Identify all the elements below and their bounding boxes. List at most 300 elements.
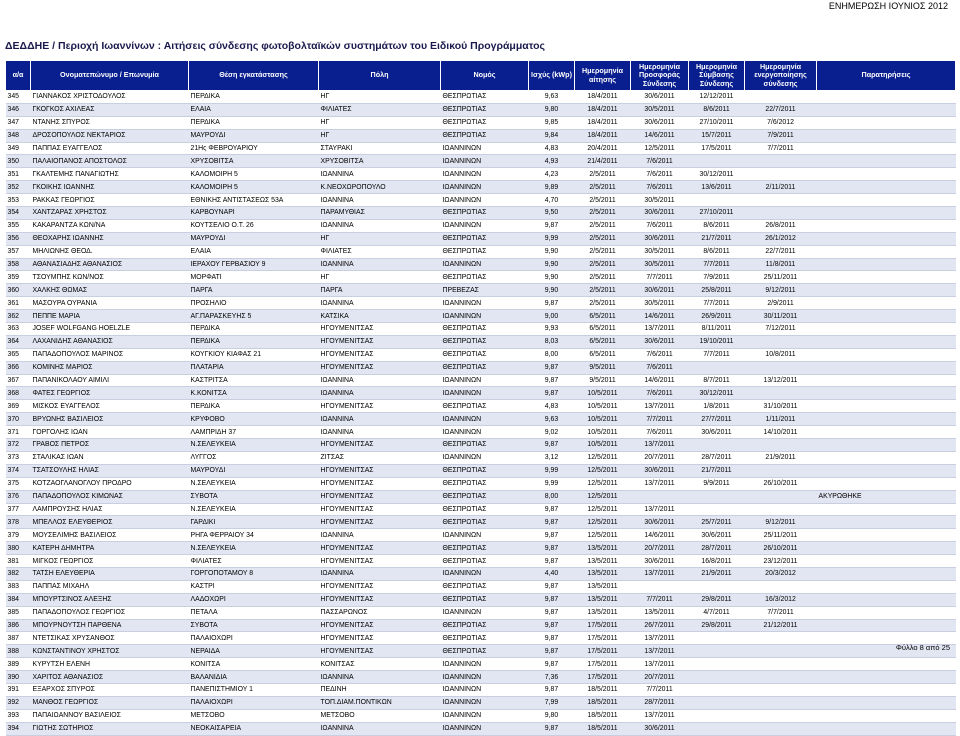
applicant-name-cell: ΓΚΟΙΚΗΣ ΙΩΑΝΝΗΣ (31, 181, 189, 194)
activation-date-cell (745, 580, 817, 593)
table-row (6, 129, 956, 142)
city-cell: ΗΓΟΥΜΕΝΙΤΣΑΣ (319, 348, 441, 361)
row-number-cell: 391 (6, 683, 31, 696)
prefecture-cell: ΙΩΑΝΝΙΝΩΝ (441, 696, 529, 709)
prefecture-cell: ΘΕΣΠΡΩΤΙΑΣ (441, 490, 529, 503)
activation-date-cell (745, 155, 817, 168)
table-row (6, 374, 956, 387)
row-number-cell: 354 (6, 207, 31, 220)
activation-date-cell: 30/11/2011 (745, 310, 817, 323)
row-number-cell: 386 (6, 619, 31, 632)
power-kwp-cell: 9,87 (529, 387, 575, 400)
application-date-cell: 9/5/2011 (575, 361, 631, 374)
installation-location-cell: ΓΑΡΔΙΚΙ (189, 516, 319, 529)
city-cell: ΙΩΑΝΝΙΝΑ (319, 374, 441, 387)
applicant-name-cell: ΠΑΠΠΑΣ ΕΥΑΓΓΕΛΟΣ (31, 142, 189, 155)
offer-date-cell: 28/7/2011 (631, 696, 689, 709)
contract-date-cell: 28/7/2011 (689, 451, 745, 464)
applicant-name-cell: ΝΤΑΝΗΣ ΣΠΥΡΟΣ (31, 116, 189, 129)
contract-date-cell: 25/7/2011 (689, 516, 745, 529)
table-row (6, 232, 956, 245)
city-cell: ΗΓΟΥΜΕΝΙΤΣΑΣ (319, 619, 441, 632)
activation-date-cell (745, 439, 817, 452)
installation-location-cell: ΚΟΝΙΤΣΑ (189, 658, 319, 671)
remarks-cell (817, 503, 956, 516)
city-cell: ΗΓΟΥΜΕΝΙΤΣΑΣ (319, 645, 441, 658)
offer-date-cell: 14/6/2011 (631, 529, 689, 542)
application-date-cell: 17/5/2011 (575, 671, 631, 684)
contract-date-cell: 16/8/2011 (689, 555, 745, 568)
contract-date-cell: 1/8/2011 (689, 400, 745, 413)
installation-location-cell: ΠΕΤΑΛΑ (189, 606, 319, 619)
table-row (6, 542, 956, 555)
applicant-name-cell: ΜΙΓΚΟΣ ΓΕΩΡΓΙΟΣ (31, 555, 189, 568)
offer-date-cell: 13/7/2011 (631, 477, 689, 490)
activation-date-cell: 25/11/2011 (745, 529, 817, 542)
power-kwp-cell: 9,80 (529, 103, 575, 116)
offer-date-cell: 30/6/2011 (631, 232, 689, 245)
installation-location-cell: ΜΑΥΡΟΥΔΙ (189, 464, 319, 477)
table-row (6, 516, 956, 529)
activation-date-cell (745, 503, 817, 516)
power-kwp-cell: 9,50 (529, 207, 575, 220)
offer-date-cell: 30/5/2011 (631, 258, 689, 271)
applicant-name-cell: ΜΠΟΥΡΤΣΙΝΟΣ ΑΛΕΞΗΣ (31, 593, 189, 606)
installation-location-cell: ΠΕΡΔΙΚΑ (189, 335, 319, 348)
table-row (6, 116, 956, 129)
table-row (6, 323, 956, 336)
power-kwp-cell: 9,87 (529, 619, 575, 632)
city-cell: ΗΓΟΥΜΕΝΙΤΣΑΣ (319, 490, 441, 503)
prefecture-cell: ΘΕΣΠΡΩΤΙΑΣ (441, 619, 529, 632)
city-cell: ΙΩΑΝΝΙΝΑ (319, 219, 441, 232)
application-date-cell: 2/5/2011 (575, 258, 631, 271)
remarks-cell (817, 348, 956, 361)
applicant-name-cell: ΠΑΛΑΙΟΠΑΝΟΣ ΑΠΟΣΤΟΛΟΣ (31, 155, 189, 168)
prefecture-cell: ΙΩΑΝΝΙΝΩΝ (441, 194, 529, 207)
prefecture-cell: ΘΕΣΠΡΩΤΙΑΣ (441, 335, 529, 348)
power-kwp-cell: 9,84 (529, 129, 575, 142)
row-number-cell: 389 (6, 658, 31, 671)
installation-location-cell: ΚΡΥΦΟΒΟ (189, 413, 319, 426)
installation-location-cell: ΝΕΟΚΑΙΣΑΡΕΙΑ (189, 722, 319, 735)
table-row (6, 619, 956, 632)
contract-date-cell: 21/7/2011 (689, 232, 745, 245)
page-title: ΔΕΔΔΗΕ / Περιοχή Ιωαννίνων : Αιτήσεις σύνδεσης φωτοβολταϊκών συστημάτων του Ειδικού Προγράμματος (5, 40, 545, 52)
power-kwp-cell: 9,87 (529, 580, 575, 593)
power-kwp-cell: 9,99 (529, 232, 575, 245)
application-date-cell: 21/4/2011 (575, 155, 631, 168)
row-number-cell: 361 (6, 297, 31, 310)
remarks-cell (817, 477, 956, 490)
power-kwp-cell: 9,90 (529, 271, 575, 284)
prefecture-cell: ΘΕΣΠΡΩΤΙΑΣ (441, 129, 529, 142)
city-cell: ΗΓΟΥΜΕΝΙΤΣΑΣ (319, 464, 441, 477)
offer-date-cell: 13/5/2011 (631, 606, 689, 619)
table-row (6, 103, 956, 116)
offer-date-cell: 13/7/2011 (631, 645, 689, 658)
row-number-cell: 388 (6, 645, 31, 658)
city-cell: ΙΩΑΝΝΙΝΑ (319, 258, 441, 271)
table-row (6, 477, 956, 490)
applicant-name-cell: ΧΑΛΚΗΣ ΘΩΜΑΣ (31, 284, 189, 297)
prefecture-cell: ΙΩΑΝΝΙΝΩΝ (441, 219, 529, 232)
prefecture-cell: ΙΩΑΝΝΙΝΩΝ (441, 722, 529, 735)
application-date-cell: 18/5/2011 (575, 696, 631, 709)
applicant-name-cell: ΚΥΡΥΤΣΗ ΕΛΕΝΗ (31, 658, 189, 671)
power-kwp-cell: 4,23 (529, 168, 575, 181)
installation-location-cell: ΠΕΡΔΙΚΑ (189, 400, 319, 413)
installation-location-cell: ΠΕΡΔΙΚΑ (189, 116, 319, 129)
power-kwp-cell: 8,03 (529, 335, 575, 348)
col-header-name: Ονοματεπώνυμο / Επωνυμία (31, 61, 189, 91)
installation-location-cell: ΠΛΑΤΑΡΙΑ (189, 361, 319, 374)
row-number-cell: 375 (6, 477, 31, 490)
remarks-cell (817, 593, 956, 606)
installation-location-cell: Ν.ΣΕΛΕΥΚΕΙΑ (189, 477, 319, 490)
applicant-name-cell: ΠΑΠΠΑΣ ΜΙΧΑΗΛ (31, 580, 189, 593)
table-row (6, 335, 956, 348)
row-number-cell: 374 (6, 464, 31, 477)
installation-location-cell: ΣΥΒΟΤΑ (189, 619, 319, 632)
application-date-cell: 18/4/2011 (575, 116, 631, 129)
application-date-cell: 2/5/2011 (575, 219, 631, 232)
applicant-name-cell: ΤΣΑΤΣΟΥΛΗΣ ΗΛΙΑΣ (31, 464, 189, 477)
city-cell: ΗΓΟΥΜΕΝΙΤΣΑΣ (319, 580, 441, 593)
city-cell: ΤΟΠ.ΔΙΑΜ.ΠΟΝΤΙΚΩΝ (319, 696, 441, 709)
power-kwp-cell: 9,87 (529, 645, 575, 658)
remarks-cell (817, 529, 956, 542)
city-cell: ΠΕΔΙΝΗ (319, 683, 441, 696)
applicant-name-cell: ΠΑΠΑΔΟΠΟΥΛΟΣ ΜΑΡΙΝΟΣ (31, 348, 189, 361)
power-kwp-cell: 4,93 (529, 155, 575, 168)
table-row (6, 245, 956, 258)
remarks-cell (817, 181, 956, 194)
table-row (6, 490, 956, 503)
remarks-cell (817, 567, 956, 580)
col-header-aa: α/α (6, 61, 31, 91)
application-date-cell: 2/5/2011 (575, 284, 631, 297)
applicant-name-cell: ΠΑΠΑΙΩΑΝΝΟΥ ΒΑΣΙΛΕΙΟΣ (31, 709, 189, 722)
remarks-cell (817, 709, 956, 722)
application-date-cell: 18/4/2011 (575, 91, 631, 104)
contract-date-cell: 17/5/2011 (689, 142, 745, 155)
installation-location-cell: ΠΑΡΓΑ (189, 284, 319, 297)
remarks-cell (817, 335, 956, 348)
power-kwp-cell: 4,83 (529, 142, 575, 155)
offer-date-cell: 14/6/2011 (631, 129, 689, 142)
installation-location-cell: ΜΑΥΡΟΥΔΙ (189, 129, 319, 142)
power-kwp-cell: 9,99 (529, 477, 575, 490)
offer-date-cell: 7/7/2011 (631, 271, 689, 284)
remarks-cell (817, 310, 956, 323)
application-date-cell: 2/5/2011 (575, 232, 631, 245)
table-row (6, 580, 956, 593)
applicant-name-cell: ΔΡΟΣΟΠΟΥΛΟΣ ΝΕΚΤΑΡΙΟΣ (31, 129, 189, 142)
activation-date-cell (745, 335, 817, 348)
prefecture-cell: ΘΕΣΠΡΩΤΙΑΣ (441, 245, 529, 258)
city-cell: ΙΩΑΝΝΙΝΑ (319, 529, 441, 542)
contract-date-cell: 27/10/2011 (689, 116, 745, 129)
activation-date-cell: 23/12/2011 (745, 555, 817, 568)
remarks-cell (817, 426, 956, 439)
remarks-cell (817, 116, 956, 129)
installation-location-cell: ΓΟΡΓΟΠΟΤΑΜΟΥ 8 (189, 567, 319, 580)
application-date-cell: 13/5/2011 (575, 606, 631, 619)
power-kwp-cell: 9,99 (529, 464, 575, 477)
activation-date-cell: 1/11/2011 (745, 413, 817, 426)
remarks-cell (817, 464, 956, 477)
city-cell: ΗΓΟΥΜΕΝΙΤΣΑΣ (319, 439, 441, 452)
table-row (6, 645, 956, 658)
application-date-cell: 12/5/2011 (575, 490, 631, 503)
row-number-cell: 366 (6, 361, 31, 374)
power-kwp-cell: 7,99 (529, 696, 575, 709)
table-row (6, 142, 956, 155)
activation-date-cell (745, 464, 817, 477)
table-row (6, 464, 956, 477)
activation-date-cell: 7/9/2011 (745, 129, 817, 142)
city-cell: ΗΓ (319, 232, 441, 245)
contract-date-cell: 9/9/2011 (689, 477, 745, 490)
table-row (6, 219, 956, 232)
contract-date-cell: 8/11/2011 (689, 323, 745, 336)
prefecture-cell: ΘΕΣΠΡΩΤΙΑΣ (441, 516, 529, 529)
installation-location-cell: ΕΘΝΙΚΗΣ ΑΝΤΙΣΤΑΣΕΩΣ 53Α (189, 194, 319, 207)
applicant-name-cell: ΚΑΚΑΡΑΝΤΖΑ ΚΩΝ/ΝΑ (31, 219, 189, 232)
power-kwp-cell: 9,87 (529, 361, 575, 374)
activation-date-cell (745, 361, 817, 374)
table-header-row (6, 61, 956, 91)
city-cell: ΙΩΑΝΝΙΝΑ (319, 413, 441, 426)
power-kwp-cell: 9,87 (529, 606, 575, 619)
applicant-name-cell: ΝΤΕΤΣΙΚΑΣ ΧΡΥΣΑΝΘΟΣ (31, 632, 189, 645)
row-number-cell: 350 (6, 155, 31, 168)
contract-date-cell (689, 709, 745, 722)
applicant-name-cell: ΚΩΝΣΤΑΝΤΙΝΟΥ ΧΡΗΣΤΟΣ (31, 645, 189, 658)
activation-date-cell: 26/1/2012 (745, 232, 817, 245)
application-date-cell: 12/5/2011 (575, 477, 631, 490)
power-kwp-cell: 8,00 (529, 490, 575, 503)
offer-date-cell: 30/6/2011 (631, 722, 689, 735)
contract-date-cell: 8/7/2011 (689, 374, 745, 387)
prefecture-cell: ΘΕΣΠΡΩΤΙΑΣ (441, 116, 529, 129)
table-row (6, 555, 956, 568)
contract-date-cell (689, 580, 745, 593)
remarks-cell (817, 696, 956, 709)
activation-date-cell (745, 91, 817, 104)
prefecture-cell: ΙΩΑΝΝΙΝΩΝ (441, 168, 529, 181)
row-number-cell: 358 (6, 258, 31, 271)
application-date-cell: 17/5/2011 (575, 658, 631, 671)
application-date-cell: 2/5/2011 (575, 207, 631, 220)
applicant-name-cell: ΜΑΝΘΟΣ ΓΕΩΡΓΙΟΣ (31, 696, 189, 709)
city-cell: ΖΙΤΣΑΣ (319, 451, 441, 464)
offer-date-cell: 7/6/2011 (631, 426, 689, 439)
activation-date-cell: 21/9/2011 (745, 451, 817, 464)
offer-date-cell: 30/5/2011 (631, 245, 689, 258)
power-kwp-cell: 9,87 (529, 683, 575, 696)
city-cell: ΗΓΟΥΜΕΝΙΤΣΑΣ (319, 335, 441, 348)
contract-date-cell (689, 439, 745, 452)
contract-date-cell: 29/8/2011 (689, 593, 745, 606)
row-number-cell: 367 (6, 374, 31, 387)
remarks-cell (817, 400, 956, 413)
applicant-name-cell: ΓΙΑΝΝΑΚΟΣ ΧΡΙΣΤΟΔΟΥΛΟΣ (31, 91, 189, 104)
power-kwp-cell: 9,02 (529, 426, 575, 439)
power-kwp-cell: 4,40 (529, 567, 575, 580)
prefecture-cell: ΘΕΣΠΡΩΤΙΑΣ (441, 439, 529, 452)
installation-location-cell: ΚΟΥΤΣΕΛΙΟ Ο.Τ. 26 (189, 219, 319, 232)
prefecture-cell: ΙΩΑΝΝΙΝΩΝ (441, 606, 529, 619)
row-number-cell: 387 (6, 632, 31, 645)
table-row (6, 387, 956, 400)
power-kwp-cell: 9,87 (529, 297, 575, 310)
prefecture-cell: ΘΕΣΠΡΩΤΙΑΣ (441, 477, 529, 490)
application-date-cell: 2/5/2011 (575, 271, 631, 284)
power-kwp-cell: 9,87 (529, 722, 575, 735)
city-cell: ΗΓΟΥΜΕΝΙΤΣΑΣ (319, 503, 441, 516)
offer-date-cell: 7/6/2011 (631, 219, 689, 232)
application-date-cell: 9/5/2011 (575, 374, 631, 387)
update-date: ΕΝΗΜΕΡΩΣΗ ΙΟΥΝΙΟΣ 2012 (828, 1, 948, 11)
application-date-cell: 18/4/2011 (575, 129, 631, 142)
contract-date-cell: 27/7/2011 (689, 413, 745, 426)
remarks-cell (817, 297, 956, 310)
contract-date-cell (689, 503, 745, 516)
application-date-cell: 18/5/2011 (575, 722, 631, 735)
activation-date-cell: 25/11/2011 (745, 271, 817, 284)
applicant-name-cell: ΠΕΠΠΕ ΜΑΡΙΑ (31, 310, 189, 323)
applicant-name-cell: ΤΣΟΥΜΠΗΣ ΚΩΝ/ΝΟΣ (31, 271, 189, 284)
power-kwp-cell: 9,00 (529, 310, 575, 323)
installation-location-cell: ΚΑΛΟΜΟΙΡΗ 5 (189, 168, 319, 181)
table-row (6, 361, 956, 374)
activation-date-cell: 14/10/2011 (745, 426, 817, 439)
applicant-name-cell: ΚΟΜΙΝΗΣ ΜΑΡΙΟΣ (31, 361, 189, 374)
city-cell: ΗΓΟΥΜΕΝΙΤΣΑΣ (319, 516, 441, 529)
prefecture-cell: ΙΩΑΝΝΙΝΩΝ (441, 155, 529, 168)
activation-date-cell: 13/12/2011 (745, 374, 817, 387)
power-kwp-cell: 9,63 (529, 91, 575, 104)
row-number-cell: 376 (6, 490, 31, 503)
power-kwp-cell: 7,36 (529, 671, 575, 684)
applicant-name-cell: ΜΟΥΣΕΛΙΜΗΣ ΒΑΣΙΛΕΙΟΣ (31, 529, 189, 542)
activation-date-cell (745, 709, 817, 722)
remarks-cell (817, 194, 956, 207)
contract-date-cell: 21/7/2011 (689, 464, 745, 477)
application-date-cell: 18/5/2011 (575, 683, 631, 696)
power-kwp-cell: 9,87 (529, 658, 575, 671)
power-kwp-cell: 9,87 (529, 503, 575, 516)
table-row (6, 632, 956, 645)
application-date-cell: 13/5/2011 (575, 593, 631, 606)
applicant-name-cell: ΧΑΡΙΤΟΣ ΑΘΑΝΑΣΙΟΣ (31, 671, 189, 684)
activation-date-cell: 11/8/2011 (745, 258, 817, 271)
activation-date-cell: 26/10/2011 (745, 477, 817, 490)
offer-date-cell: 12/5/2011 (631, 142, 689, 155)
table-row (6, 683, 956, 696)
activation-date-cell: 20/3/2012 (745, 567, 817, 580)
col-header-contract-date: Ημερομηνία Σύμβασης Σύνδεσης (689, 61, 745, 91)
table-row (6, 709, 956, 722)
power-kwp-cell: 9,63 (529, 413, 575, 426)
offer-date-cell: 13/7/2011 (631, 567, 689, 580)
offer-date-cell: 30/6/2011 (631, 284, 689, 297)
applicant-name-cell: ΜΠΟΥΡΝΟΥΤΣΗ ΠΑΡΘΕΝΑ (31, 619, 189, 632)
application-date-cell: 10/5/2011 (575, 439, 631, 452)
application-date-cell: 17/5/2011 (575, 619, 631, 632)
remarks-cell (817, 361, 956, 374)
offer-date-cell: 7/6/2011 (631, 348, 689, 361)
activation-date-cell (745, 658, 817, 671)
contract-date-cell (689, 658, 745, 671)
installation-location-cell: ΛΑΔΟΧΩΡΙ (189, 593, 319, 606)
application-date-cell: 2/5/2011 (575, 297, 631, 310)
prefecture-cell: ΙΩΑΝΝΙΝΩΝ (441, 567, 529, 580)
remarks-cell (817, 606, 956, 619)
table-row (6, 439, 956, 452)
remarks-cell (817, 671, 956, 684)
city-cell: ΜΕΤΣΟΒΟ (319, 709, 441, 722)
contract-date-cell: 13/6/2011 (689, 181, 745, 194)
contract-date-cell: 12/12/2011 (689, 91, 745, 104)
activation-date-cell (745, 168, 817, 181)
remarks-cell (817, 374, 956, 387)
prefecture-cell: ΘΕΣΠΡΩΤΙΑΣ (441, 361, 529, 374)
contract-date-cell: 21/9/2011 (689, 567, 745, 580)
contract-date-cell (689, 645, 745, 658)
applicant-name-cell: ΛΑΧΑΝΙΔΗΣ ΑΘΑΝΑΣΙΟΣ (31, 335, 189, 348)
row-number-cell: 364 (6, 335, 31, 348)
remarks-cell (817, 439, 956, 452)
applicant-name-cell: ΕΞΑΡΧΟΣ ΣΠΥΡΟΣ (31, 683, 189, 696)
city-cell: ΗΓ (319, 271, 441, 284)
installation-location-cell: ΚΑΣΤΡΙ (189, 580, 319, 593)
table-row (6, 194, 956, 207)
installation-location-cell: ΠΑΛΑΙΟΧΩΡΙ (189, 632, 319, 645)
power-kwp-cell: 9,87 (529, 219, 575, 232)
city-cell: ΧΡΥΣΟΒΙΤΣΑ (319, 155, 441, 168)
installation-location-cell: ΜΑΥΡΟΥΔΙ (189, 232, 319, 245)
installation-location-cell: ΛΑΜΠΡΙΔΗ 37 (189, 426, 319, 439)
remarks-cell (817, 619, 956, 632)
row-number-cell: 384 (6, 593, 31, 606)
activation-date-cell (745, 387, 817, 400)
offer-date-cell: 30/6/2011 (631, 116, 689, 129)
row-number-cell: 360 (6, 284, 31, 297)
prefecture-cell: ΙΩΑΝΝΙΝΩΝ (441, 709, 529, 722)
contract-date-cell (689, 696, 745, 709)
row-number-cell: 369 (6, 400, 31, 413)
contract-date-cell: 7/7/2011 (689, 258, 745, 271)
remarks-cell (817, 245, 956, 258)
applicant-name-cell: ΤΑΤΣΗ ΕΛΕΥΘΕΡΙΑ (31, 567, 189, 580)
installation-location-cell: ΠΑΝΕΠΙΣΤΗΜΙΟΥ 1 (189, 683, 319, 696)
installation-location-cell: ΚΟΥΓΚΙΟΥ ΚΙΑΦΑΣ 21 (189, 348, 319, 361)
offer-date-cell: 7/7/2011 (631, 683, 689, 696)
remarks-cell (817, 580, 956, 593)
contract-date-cell: 7/7/2011 (689, 348, 745, 361)
city-cell: ΗΓΟΥΜΕΝΙΤΣΑΣ (319, 632, 441, 645)
row-number-cell: 355 (6, 219, 31, 232)
activation-date-cell (745, 632, 817, 645)
city-cell: ΙΩΑΝΝΙΝΑ (319, 722, 441, 735)
prefecture-cell: ΘΕΣΠΡΩΤΙΑΣ (441, 593, 529, 606)
power-kwp-cell: 9,87 (529, 439, 575, 452)
power-kwp-cell: 4,70 (529, 194, 575, 207)
activation-date-cell: 26/10/2011 (745, 542, 817, 555)
